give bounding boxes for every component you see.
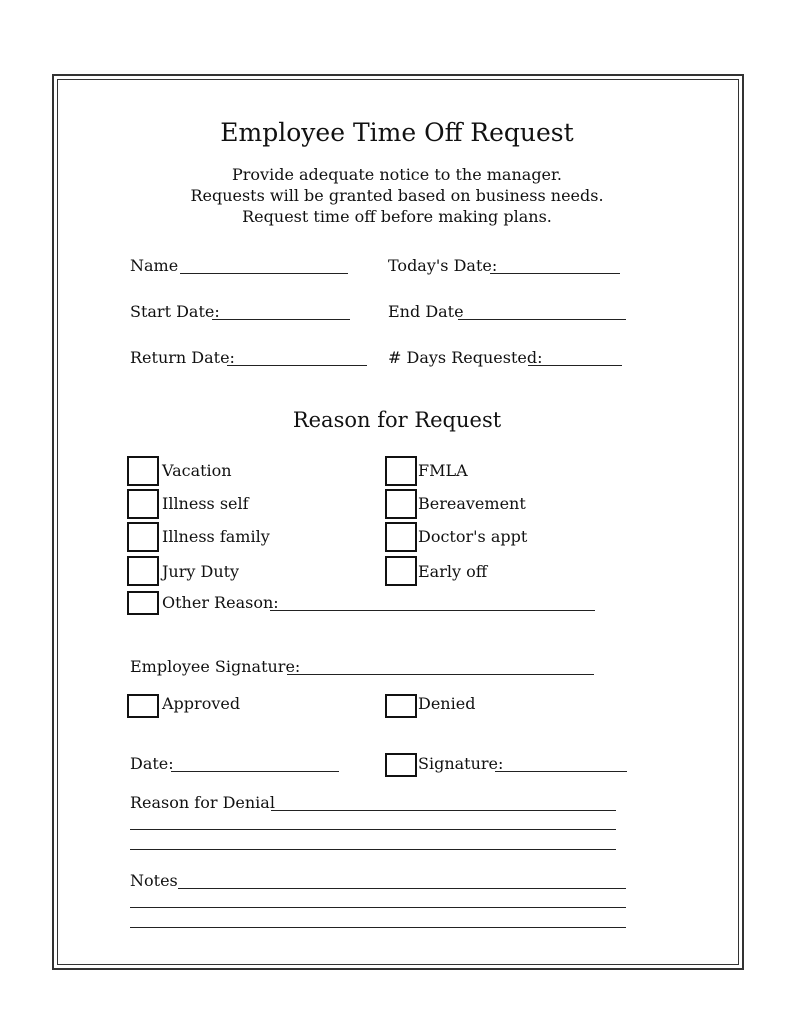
intro-line-2: Requests will be granted based on business needs. xyxy=(190,186,604,205)
days-requested-field[interactable] xyxy=(528,365,622,366)
days-requested-label: # Days Requested: xyxy=(388,348,543,367)
name-field[interactable] xyxy=(180,273,348,274)
early-off-label: Early off xyxy=(418,562,488,581)
reason-for-denial-field-1[interactable] xyxy=(271,810,616,811)
bereavement-label: Bereavement xyxy=(418,494,526,513)
form-title: Employee Time Off Request xyxy=(220,118,574,147)
approved-label: Approved xyxy=(162,694,241,713)
start-date-label: Start Date: xyxy=(130,302,220,321)
illness-family-label: Illness family xyxy=(162,527,270,546)
doctors-appt-checkbox[interactable] xyxy=(385,522,417,552)
manager-signature-label: Signature: xyxy=(418,754,504,773)
end-date-label: End Date xyxy=(388,302,464,321)
start-date-field[interactable] xyxy=(212,319,350,320)
date-label: Date: xyxy=(130,754,174,773)
intro-line-3: Request time off before making plans. xyxy=(242,207,552,226)
reason-for-denial-label: Reason for Denial xyxy=(130,793,275,812)
early-off-checkbox[interactable] xyxy=(385,556,417,586)
notes-field-3[interactable] xyxy=(130,927,626,928)
return-date-field[interactable] xyxy=(227,365,367,366)
signature-checkbox[interactable] xyxy=(385,753,417,777)
bereavement-checkbox[interactable] xyxy=(385,489,417,519)
employee-signature-label: Employee Signature: xyxy=(130,657,301,676)
manager-signature-field[interactable] xyxy=(495,771,627,772)
denied-label: Denied xyxy=(418,694,476,713)
return-date-label: Return Date: xyxy=(130,348,235,367)
illness-family-checkbox[interactable] xyxy=(127,522,159,552)
jury-duty-checkbox[interactable] xyxy=(127,556,159,586)
notes-label: Notes xyxy=(130,871,178,890)
other-reason-field[interactable] xyxy=(270,610,595,611)
end-date-field[interactable] xyxy=(458,319,626,320)
illness-self-label: Illness self xyxy=(162,494,249,513)
name-label: Name xyxy=(130,256,179,275)
todays-date-label: Today's Date: xyxy=(388,256,498,275)
fmla-checkbox[interactable] xyxy=(385,456,417,486)
reason-for-denial-field-3[interactable] xyxy=(130,849,616,850)
fmla-label: FMLA xyxy=(418,461,468,480)
intro-line-1: Provide adequate notice to the manager. xyxy=(232,165,562,184)
illness-self-checkbox[interactable] xyxy=(127,489,159,519)
denied-checkbox[interactable] xyxy=(385,694,417,718)
approved-checkbox[interactable] xyxy=(127,694,159,718)
jury-duty-label: Jury Duty xyxy=(162,562,240,581)
notes-field-2[interactable] xyxy=(130,907,626,908)
date-field[interactable] xyxy=(171,771,339,772)
vacation-checkbox[interactable] xyxy=(127,456,159,486)
other-reason-checkbox[interactable] xyxy=(127,591,159,615)
todays-date-field[interactable] xyxy=(490,273,620,274)
notes-field-1[interactable] xyxy=(178,888,626,889)
reason-for-denial-field-2[interactable] xyxy=(130,829,616,830)
employee-signature-field[interactable] xyxy=(287,674,594,675)
doctors-appt-label: Doctor's appt xyxy=(418,527,528,546)
other-reason-label: Other Reason: xyxy=(162,593,279,612)
reason-heading: Reason for Request xyxy=(292,408,502,432)
vacation-label: Vacation xyxy=(162,461,232,480)
